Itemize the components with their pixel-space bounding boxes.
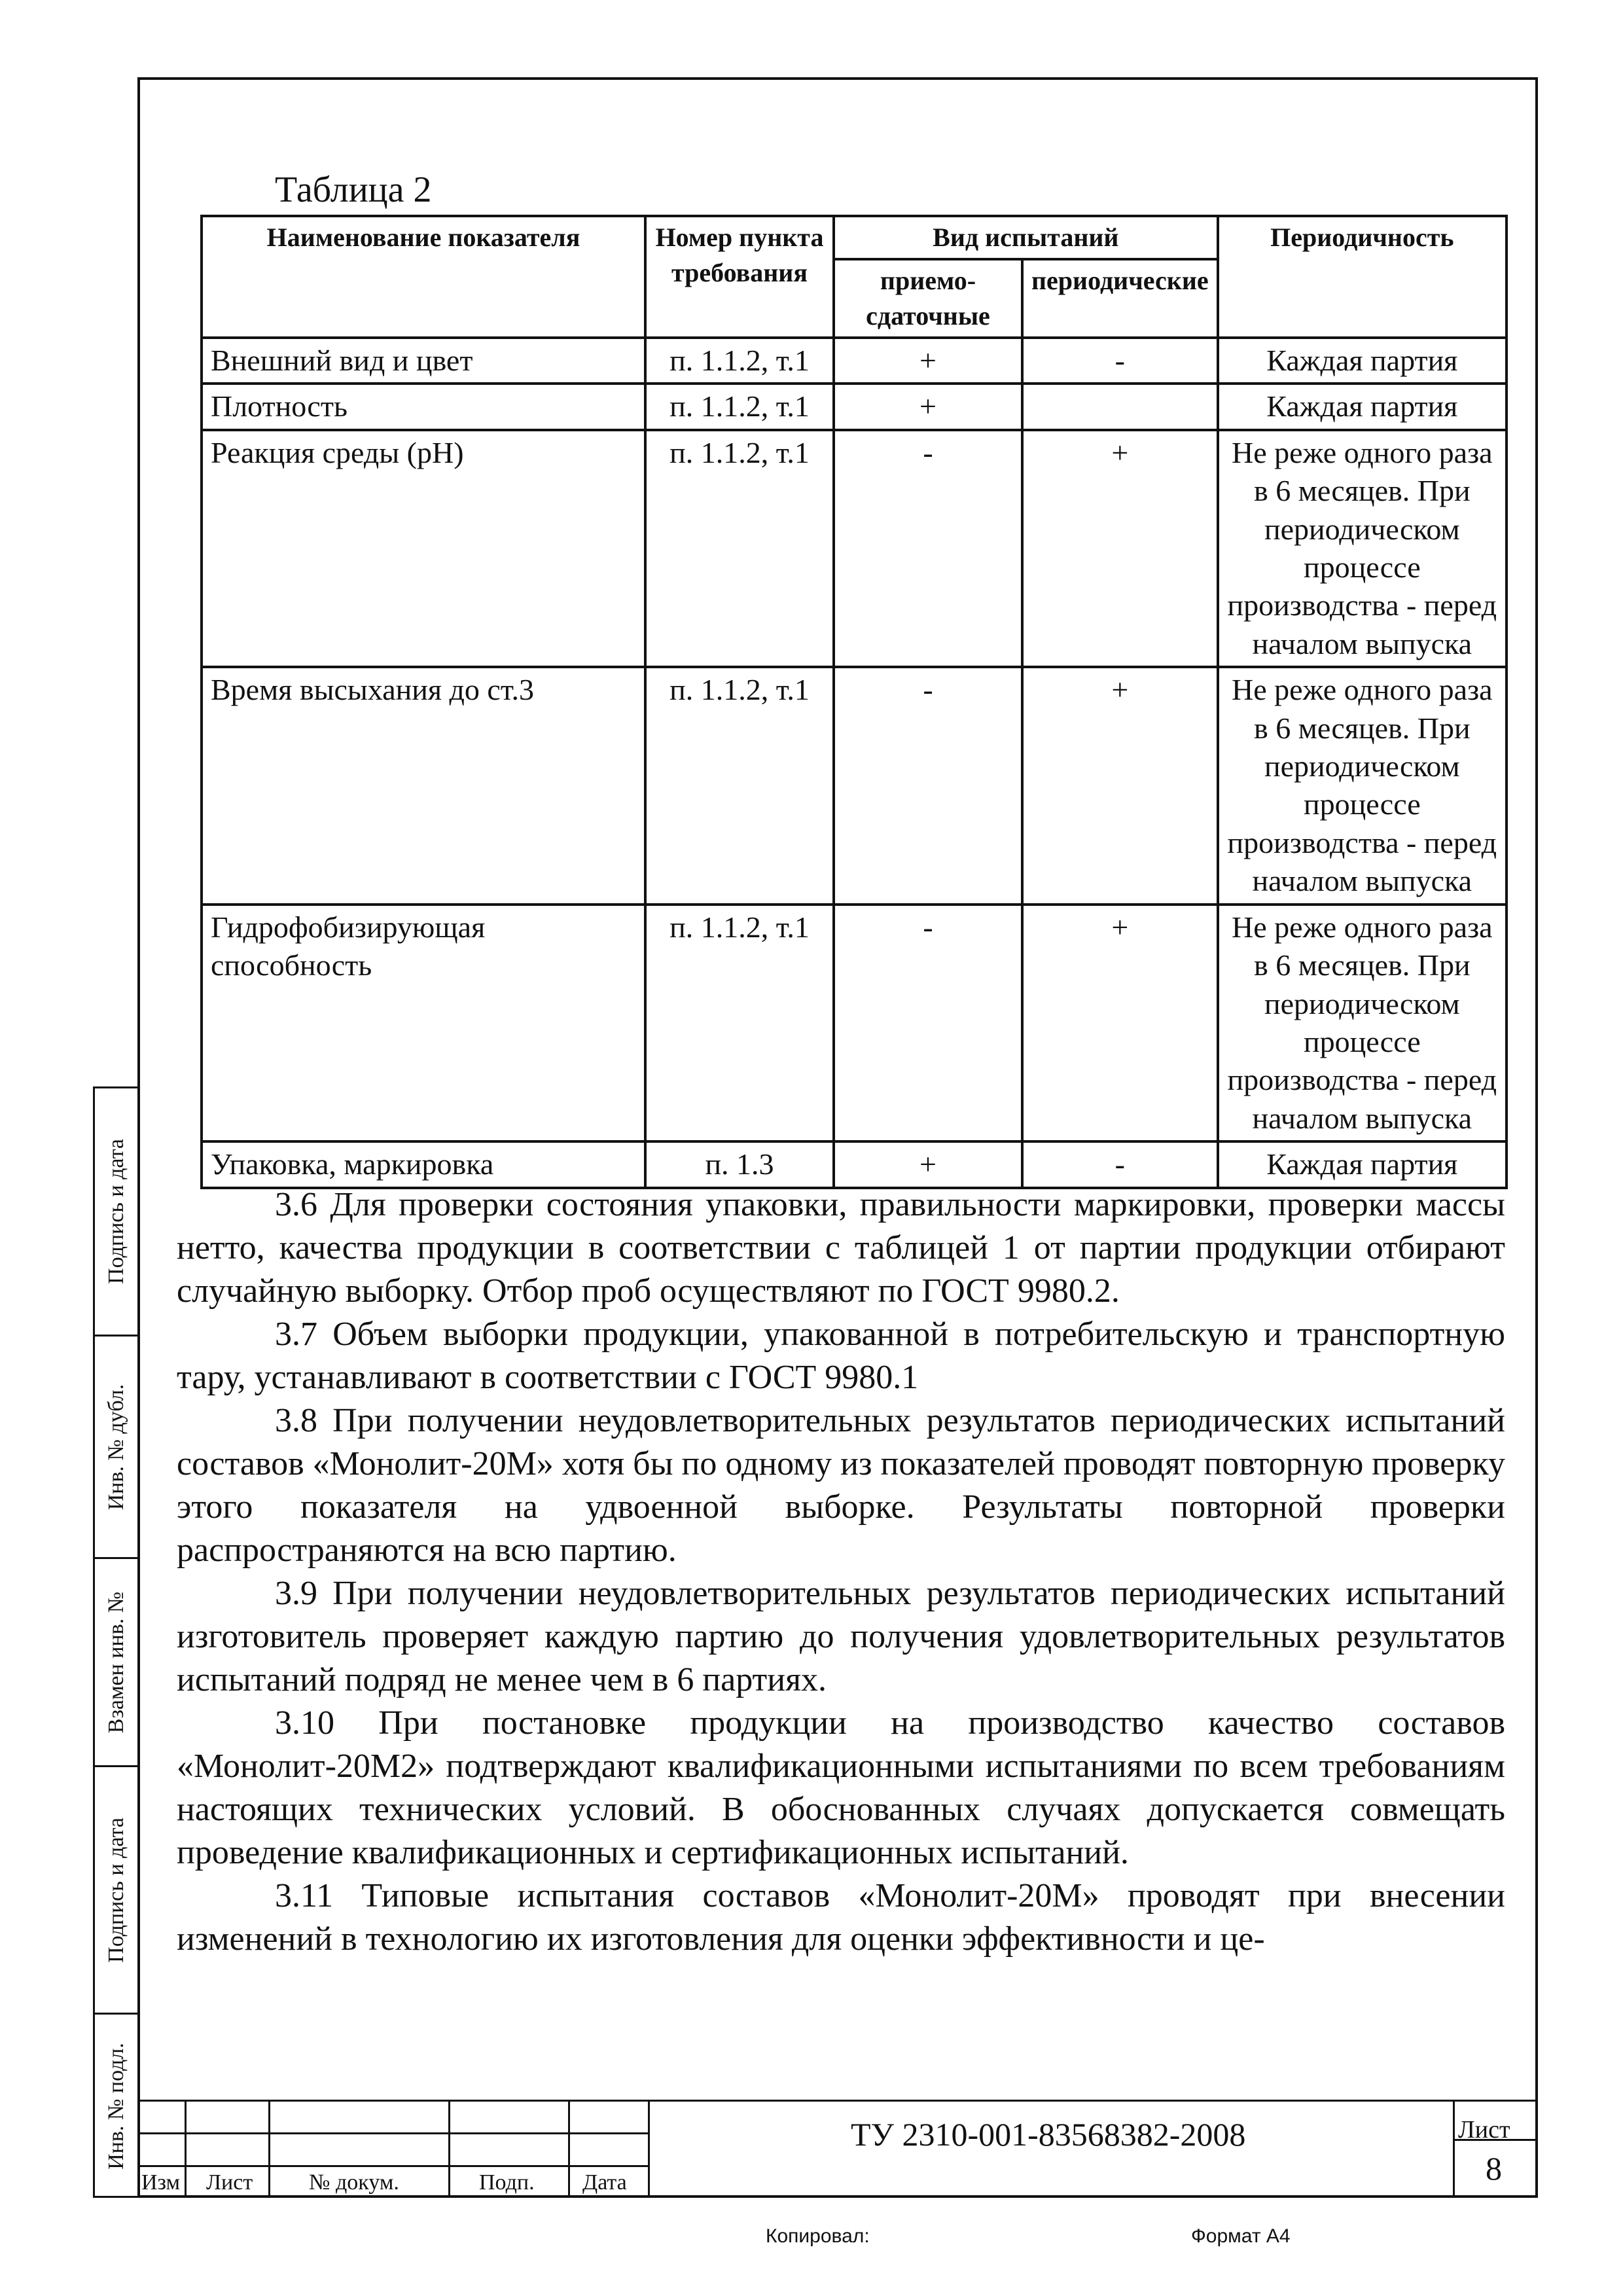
cell-periodic: -	[1022, 1141, 1218, 1187]
header-acceptance: приемо-сдаточные	[834, 259, 1022, 338]
side-label: Подпись и дата	[103, 1139, 128, 1284]
cell-frequency: Каждая партия	[1218, 338, 1507, 384]
cell-frequency: Не реже одного раза в 6 месяцев. При периодическом процессе производства - перед началом выпуска	[1218, 905, 1507, 1141]
paragraph: 3.11 Типовые испытания составов «Монолит-20М» проводят при внесении изменений в технологию их изготовления для оценки эффективности и це-	[177, 1877, 1505, 1958]
sheet-label: Лист	[1458, 2116, 1510, 2144]
table-row	[202, 384, 1507, 429]
body-text	[177, 1183, 1505, 1961]
table-row	[202, 1141, 1507, 1187]
side-cell	[95, 1765, 137, 2013]
title-block	[137, 2100, 1538, 2198]
stamp-line	[137, 2100, 1538, 2102]
table-row	[202, 905, 1507, 1141]
side-stamp	[93, 1086, 137, 2198]
cell-periodic: +	[1022, 667, 1218, 904]
stamp-line	[137, 2165, 648, 2167]
cell-name: Время высыхания до ст.3	[202, 667, 645, 904]
paragraph: 3.9 При получении неудовлетворительных результатов периодических испытаний изготовитель проверяет каждую партию до получения удовлетворительных результатов испытаний подряд не менее чем в 6 партиях.	[177, 1575, 1505, 1698]
side-label: Инв. № дубл.	[103, 1384, 128, 1510]
side-label: Подпись и дата	[103, 1817, 128, 1963]
stamp-doc-no: № докум.	[309, 2170, 399, 2195]
stamp-sign: Подп.	[479, 2170, 535, 2195]
sheet-number: 8	[1486, 2150, 1502, 2187]
cell-name: Внешний вид и цвет	[202, 338, 645, 384]
cell-acceptance: -	[834, 905, 1022, 1141]
cell-periodic: -	[1022, 338, 1218, 384]
cell-name: Плотность	[202, 384, 645, 429]
cell-acceptance: -	[834, 430, 1022, 667]
stamp-line	[648, 2100, 650, 2198]
cell-acceptance: -	[834, 667, 1022, 904]
cell-number: п. 1.1.2, т.1	[645, 905, 834, 1141]
side-cell	[95, 1557, 137, 1765]
paragraph: 3.10 При постановке продукции на производство качество составов «Монолит-20М2» подтверждают квалификационными испытаниями по всем требованиям настоящих технических условий. В обоснованных случаях допускается совмещать проведение квалификационных и сертификационных испытаний.	[177, 1704, 1505, 1871]
tests-table	[200, 215, 1508, 1189]
side-cell	[95, 2013, 137, 2198]
paragraph: 3.6 Для проверки состояния упаковки, правильности маркировки, проверки массы нетто, качества продукции в соответствии с таблицей 1 от партии продукции отбирают случайную выборку. Отбор проб осуществляют по ГОСТ 9980.2.	[177, 1186, 1505, 1310]
footer-format: Формат А4	[1191, 2225, 1291, 2247]
cell-acceptance: +	[834, 384, 1022, 429]
paragraph: 3.7 Объем выборки продукции, упакованной в потребительскую и транспортную тару, устанавливают в соответствии с ГОСТ 9980.1	[177, 1316, 1505, 1396]
cell-frequency: Не реже одного раза в 6 месяцев. При периодическом процессе производства - перед началом выпуска	[1218, 430, 1507, 667]
table-row	[202, 338, 1507, 384]
cell-number: п. 1.1.2, т.1	[645, 667, 834, 904]
cell-name: Упаковка, маркировка	[202, 1141, 645, 1187]
header-test-type: Вид испытаний	[834, 216, 1218, 259]
cell-frequency: Каждая партия	[1218, 1141, 1507, 1187]
stamp-list: Лист	[206, 2170, 253, 2195]
cell-periodic: +	[1022, 905, 1218, 1141]
cell-number: п. 1.1.2, т.1	[645, 384, 834, 429]
document-code: ТУ 2310-001-83568382-2008	[851, 2116, 1246, 2153]
cell-periodic	[1022, 384, 1218, 429]
cell-number: п. 1.1.2, т.1	[645, 430, 834, 667]
footer-copied: Копировал:	[766, 2225, 870, 2247]
cell-acceptance: +	[834, 338, 1022, 384]
cell-frequency: Каждая партия	[1218, 384, 1507, 429]
header-frequency: Периодичность	[1218, 216, 1507, 338]
cell-name: Гидрофобизирующая способность	[202, 905, 645, 1141]
stamp-line	[137, 2132, 648, 2134]
header-name: Наименование показателя	[202, 216, 645, 338]
stamp-line	[185, 2100, 187, 2198]
stamp-izm: Изм	[141, 2170, 181, 2195]
cell-name: Реакция среды (рН)	[202, 430, 645, 667]
table-row	[202, 430, 1507, 667]
cell-periodic: +	[1022, 430, 1218, 667]
cell-frequency: Не реже одного раза в 6 месяцев. При периодическом процессе производства - перед началом выпуска	[1218, 667, 1507, 904]
paragraph: 3.8 При получении неудовлетворительных результатов периодических испытаний составов «Монолит-20М» хотя бы по одному из показателей проводят повторную проверку этого показателя на удвоенной выборке. Результаты повторной проверки распространяются на всю партию.	[177, 1402, 1505, 1569]
header-number: Номер пункта требования	[645, 216, 834, 338]
table-caption: Таблица 2	[275, 170, 432, 210]
stamp-line	[1453, 2100, 1455, 2198]
side-cell	[95, 1335, 137, 1557]
cell-acceptance: +	[834, 1141, 1022, 1187]
stamp-date: Дата	[582, 2170, 627, 2195]
stamp-line	[448, 2100, 450, 2198]
stamp-line	[268, 2100, 270, 2198]
table-row	[202, 667, 1507, 904]
side-label: Взамен инв. №	[103, 1591, 128, 1733]
side-cell	[95, 1088, 137, 1335]
cell-number: п. 1.3	[645, 1141, 834, 1187]
cell-number: п. 1.1.2, т.1	[645, 338, 834, 384]
stamp-line	[568, 2100, 570, 2198]
header-periodic: периодические	[1022, 259, 1218, 338]
side-label: Инв. № подл.	[103, 2043, 128, 2170]
